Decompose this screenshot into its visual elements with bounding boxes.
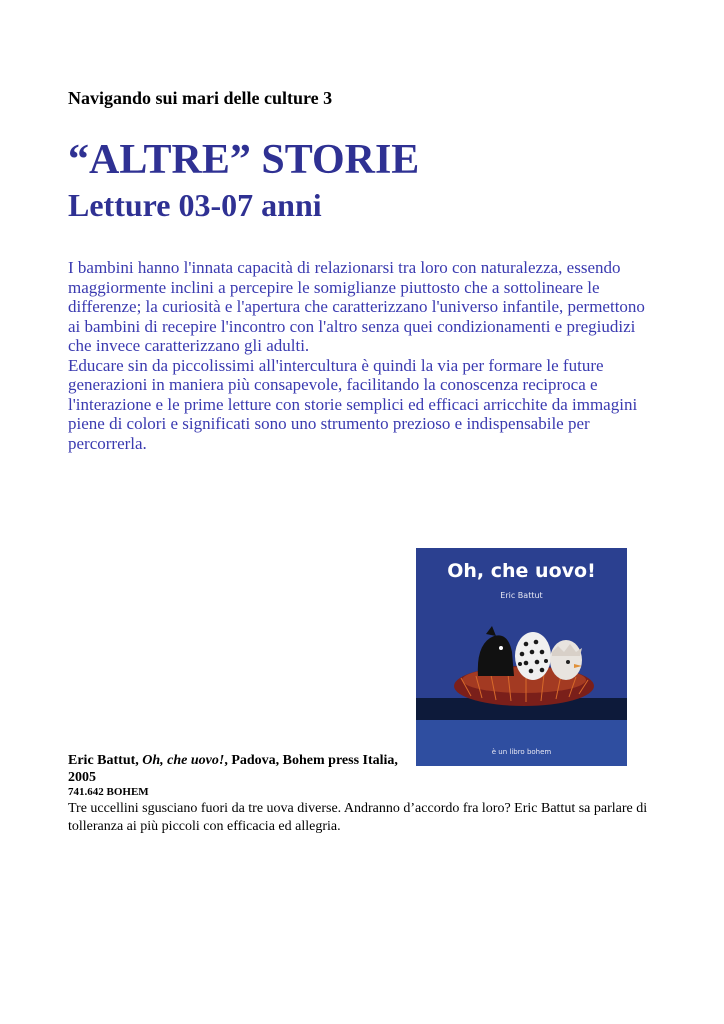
series-heading: Navigando sui mari delle culture 3 <box>68 88 333 108</box>
cover-title: Oh, che uovo! <box>447 560 596 582</box>
citation-author: Eric Battut, <box>68 753 143 768</box>
citation-title: Oh, che uovo! <box>142 753 225 768</box>
cover-publisher: è un libro bohem <box>491 748 552 756</box>
page-title: “ALTRE” STORIE <box>68 137 420 183</box>
citation-publication: , Padova, Bohem press Italia, 2005 <box>68 753 398 785</box>
page-subtitle: Letture 03-07 anni <box>68 187 322 223</box>
intro-paragraph-1: I bambini hanno l'innata capacità di relazionarsi tra loro con naturalezza, essendo maggiormente inclini a percepire le somiglianze piuttosto che a sottolineare le differenze; la curiosità e l'apertura che caratterizzano l'universo infantile, permettono ai bambini di recepire l'incontro con l'altro senza quei condizionamenti e pregiudizi che invece caratterizzano gli adulti. <box>68 258 645 355</box>
book-summary: Tre uccellini sgusciano fuori da tre uova diverse. Andranno d’accordo fra loro? Eric Battut sa parlare di tolleranza ai più piccoli con efficacia ed allegria. <box>68 801 648 834</box>
shelfmark: 741.642 BOHEM <box>68 786 149 798</box>
book-cover-image <box>416 548 627 766</box>
intro-paragraph-2: Educare sin da piccolissimi all'intercultura è quindi la via per formare le future generazioni in maniera più consapevole, facilitando la conoscenza reciproca e l'interazione e le prime letture con storie semplici ed efficaci arricchite da immagini piene di colori e significati sono uno strumento prezioso e indispensabile per percorrerla. <box>68 355 638 453</box>
cover-author: Eric Battut <box>500 591 543 600</box>
book-citation <box>68 752 418 786</box>
intro-text <box>68 258 658 453</box>
